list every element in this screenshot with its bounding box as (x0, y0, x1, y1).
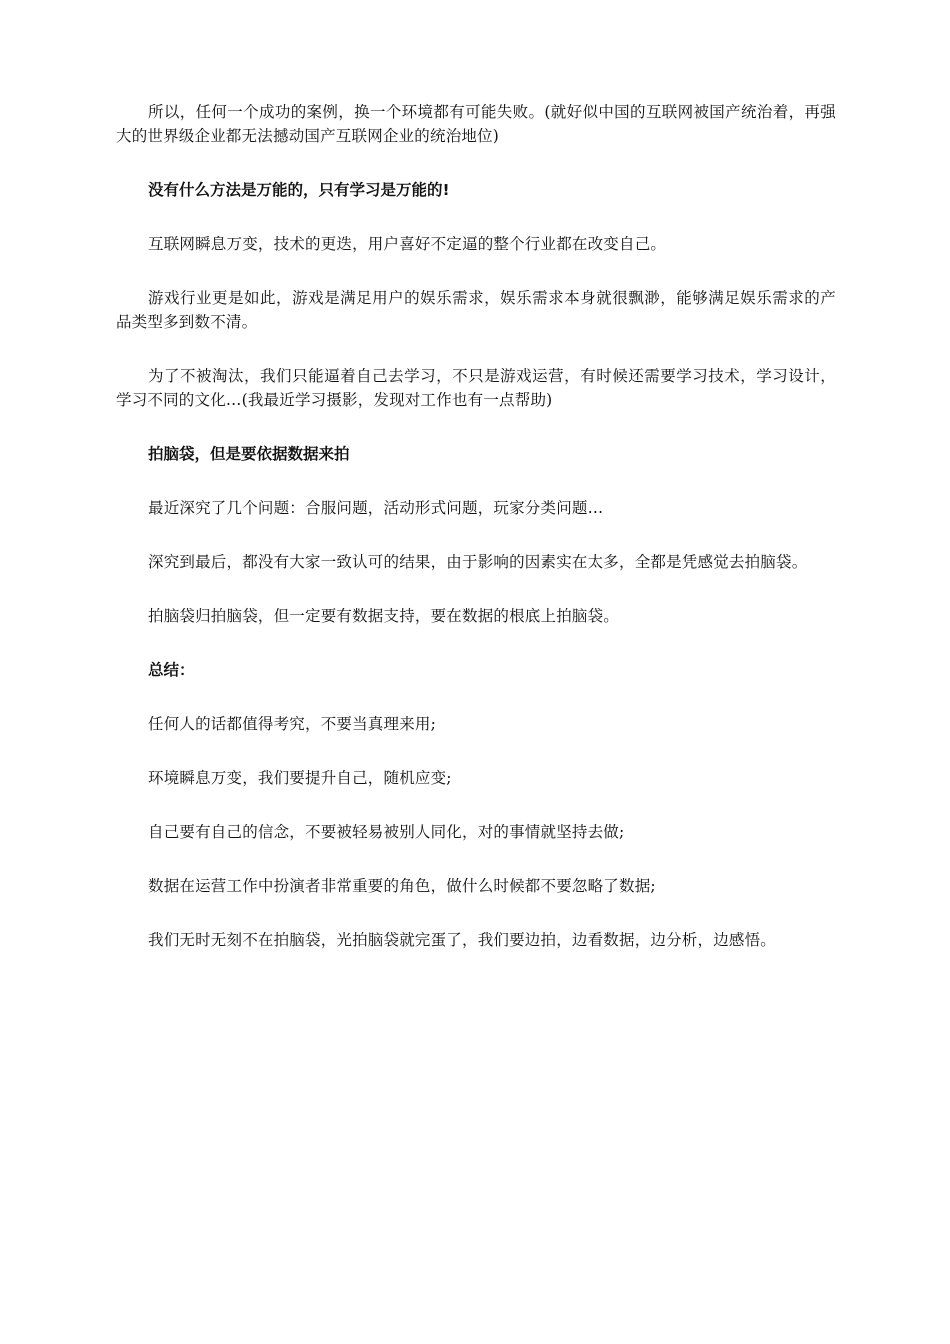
heading-summary: 总结： (148, 661, 195, 679)
summary-item-5: 我们无时无刻不在拍脑袋，光拍脑袋就完蛋了，我们要边拍，边看数据，边分析，边感悟。 (148, 931, 777, 949)
paragraph-keep-learning: 为了不被淘汰，我们只能逼着自己去学习，不只是游戏运营，有时候还需要学习技术，学习设计，学习不同的文化…(我最近学习摄影，发现对工作也有一点帮助) (116, 367, 836, 409)
heading-data-decisions: 拍脑袋，但是要依据数据来拍 (148, 445, 350, 463)
paragraph-game-industry: 游戏行业更是如此，游戏是满足用户的娱乐需求，娱乐需求本身就很飘渺，能够满足娱乐需求的产品类型多到数不清。 (116, 289, 836, 331)
heading-learning: 没有什么方法是万能的，只有学习是万能的! (148, 181, 450, 199)
summary-item-2: 环境瞬息万变，我们要提升自己，随机应变; (148, 769, 452, 787)
summary-item-1: 任何人的话都值得考究，不要当真理来用; (148, 715, 437, 733)
paragraph-recent-questions: 最近深究了几个问题：合服问题，活动形式问题，玩家分类问题… (148, 499, 604, 517)
paragraph-no-consensus: 深究到最后，都没有大家一致认可的结果，由于影响的因素实在太多，全都是凭感觉去拍脑袋。 (148, 553, 808, 571)
summary-item-4: 数据在运营工作中扮演者非常重要的角色，做什么时候都不要忽略了数据; (148, 877, 656, 895)
summary-item-3: 自己要有自己的信念，不要被轻易被别人同化，对的事情就坚持去做; (148, 823, 625, 841)
paragraph-internet-change: 互联网瞬息万变，技术的更迭，用户喜好不定逼的整个行业都在改变自己。 (148, 235, 667, 253)
document-body (116, 100, 836, 952)
paragraph-failure-case: 所以，任何一个成功的案例，换一个环境都有可能失败。(就好似中国的互联网被国产统治着，再强大的世界级企业都无法撼动国产互联网企业的统治地位) (116, 103, 836, 145)
paragraph-data-support: 拍脑袋归拍脑袋，但一定要有数据支持，要在数据的根底上拍脑袋。 (148, 607, 620, 625)
